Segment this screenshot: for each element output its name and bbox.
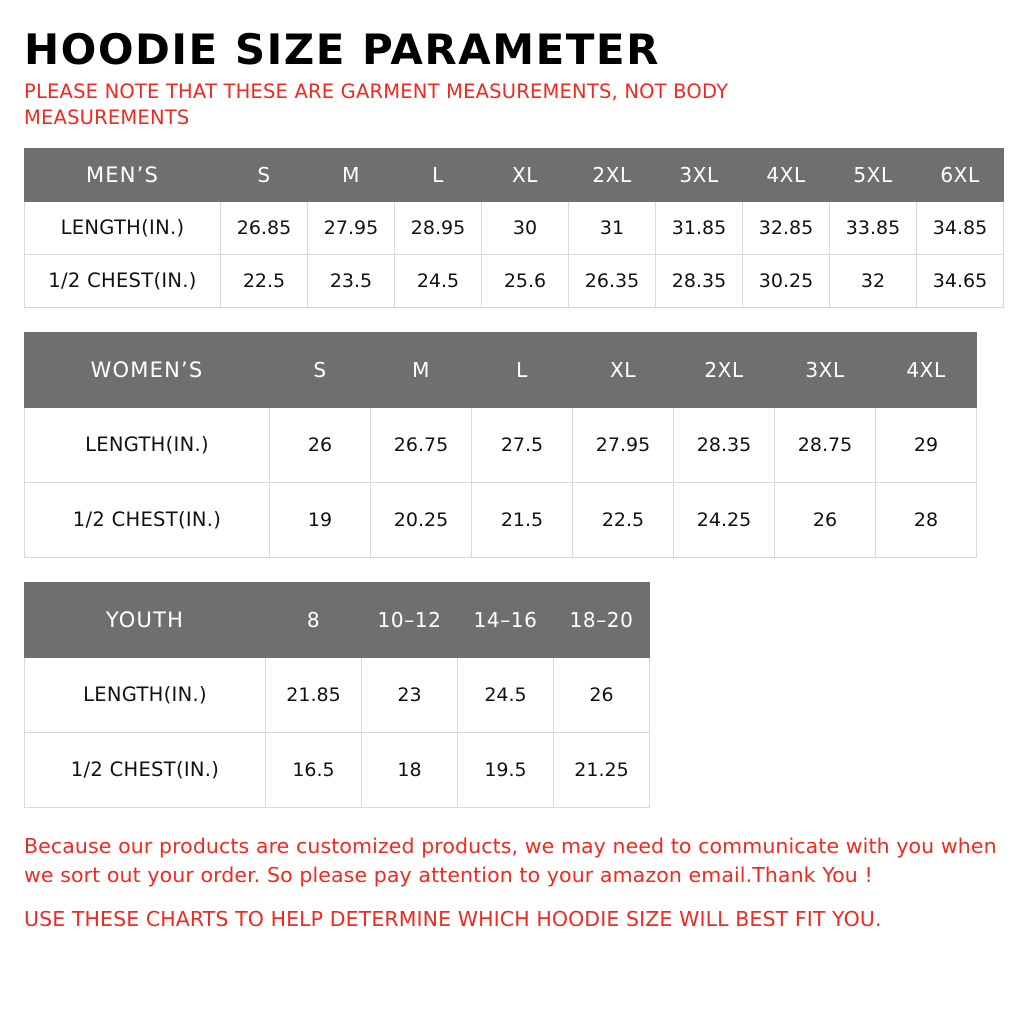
table-row bbox=[25, 732, 650, 807]
table-row bbox=[25, 254, 1004, 307]
measurement-cell: 28 bbox=[876, 482, 977, 557]
size-header: 6XL bbox=[917, 148, 1004, 201]
size-header: 14–16 bbox=[458, 582, 554, 657]
row-label: LENGTH(IN.) bbox=[25, 657, 266, 732]
measurement-cell: 22.5 bbox=[573, 482, 674, 557]
size-header: XL bbox=[482, 148, 569, 201]
category-label: YOUTH bbox=[25, 582, 266, 657]
measurement-cell: 30.25 bbox=[743, 254, 830, 307]
category-label: WOMEN’S bbox=[25, 332, 270, 407]
measurement-cell: 21.5 bbox=[472, 482, 573, 557]
measurement-cell: 28.75 bbox=[775, 407, 876, 482]
row-label: LENGTH(IN.) bbox=[25, 201, 221, 254]
measurement-cell: 24.25 bbox=[674, 482, 775, 557]
measurement-cell: 19 bbox=[270, 482, 371, 557]
measurement-cell: 23.5 bbox=[308, 254, 395, 307]
size-header: L bbox=[472, 332, 573, 407]
measurement-cell: 32 bbox=[830, 254, 917, 307]
row-label: 1/2 CHEST(IN.) bbox=[25, 482, 270, 557]
measurement-cell: 26 bbox=[270, 407, 371, 482]
measurement-cell: 27.95 bbox=[573, 407, 674, 482]
measurement-cell: 16.5 bbox=[266, 732, 362, 807]
page-title: HOODIE SIZE PARAMETER bbox=[24, 25, 660, 74]
measurement-cell: 22.5 bbox=[221, 254, 308, 307]
size-header: S bbox=[221, 148, 308, 201]
measurement-cell: 25.6 bbox=[482, 254, 569, 307]
measurement-cell: 31 bbox=[569, 201, 656, 254]
size-header: S bbox=[270, 332, 371, 407]
table-row bbox=[25, 407, 977, 482]
measurement-cell: 23 bbox=[362, 657, 458, 732]
measurement-cell: 21.25 bbox=[554, 732, 650, 807]
measurement-cell: 28.35 bbox=[674, 407, 775, 482]
measurement-cell: 28.95 bbox=[395, 201, 482, 254]
measurement-cell: 19.5 bbox=[458, 732, 554, 807]
size-header: 5XL bbox=[830, 148, 917, 201]
womens-size-table bbox=[24, 332, 977, 558]
measurement-cell: 33.85 bbox=[830, 201, 917, 254]
table-row bbox=[25, 482, 977, 557]
size-header: 4XL bbox=[876, 332, 977, 407]
size-header: 10–12 bbox=[362, 582, 458, 657]
size-header: 2XL bbox=[569, 148, 656, 201]
measurement-cell: 26 bbox=[554, 657, 650, 732]
size-header: M bbox=[371, 332, 472, 407]
size-header: 3XL bbox=[656, 148, 743, 201]
size-header: XL bbox=[573, 332, 674, 407]
size-header: M bbox=[308, 148, 395, 201]
mens-size-table bbox=[24, 148, 1004, 308]
measurement-cell: 26.85 bbox=[221, 201, 308, 254]
table-row bbox=[25, 201, 1004, 254]
measurement-cell: 27.5 bbox=[472, 407, 573, 482]
table-header-row bbox=[25, 332, 977, 407]
measurement-cell: 24.5 bbox=[395, 254, 482, 307]
measurement-cell: 26.35 bbox=[569, 254, 656, 307]
table-header-row bbox=[25, 148, 1004, 201]
row-label: LENGTH(IN.) bbox=[25, 407, 270, 482]
measurement-cell: 30 bbox=[482, 201, 569, 254]
measurement-cell: 20.25 bbox=[371, 482, 472, 557]
size-header: 8 bbox=[266, 582, 362, 657]
measurement-cell: 32.85 bbox=[743, 201, 830, 254]
table-row bbox=[25, 657, 650, 732]
footer-note-customization: Because our products are customized products, we may need to communicate with you when we sort out your order. So please pay attention to your amazon email.Thank You ! bbox=[24, 833, 997, 888]
category-label: MEN’S bbox=[25, 148, 221, 201]
measurement-cell: 21.85 bbox=[266, 657, 362, 732]
measurement-cell: 27.95 bbox=[308, 201, 395, 254]
measurement-cell: 29 bbox=[876, 407, 977, 482]
measurement-cell: 26.75 bbox=[371, 407, 472, 482]
measurement-cell: 28.35 bbox=[656, 254, 743, 307]
measurement-cell: 34.85 bbox=[917, 201, 1004, 254]
footer-note-usage: USE THESE CHARTS TO HELP DETERMINE WHICH HOODIE SIZE WILL BEST FIT YOU. bbox=[24, 907, 882, 932]
measurement-cell: 34.65 bbox=[917, 254, 1004, 307]
measurement-cell: 31.85 bbox=[656, 201, 743, 254]
table-header-row bbox=[25, 582, 650, 657]
row-label: 1/2 CHEST(IN.) bbox=[25, 254, 221, 307]
measurement-note: PLEASE NOTE THAT THESE ARE GARMENT MEASUREMENTS, NOT BODY MEASUREMENTS bbox=[24, 80, 729, 130]
footer-notes bbox=[24, 832, 1002, 935]
measurement-cell: 18 bbox=[362, 732, 458, 807]
size-header: 2XL bbox=[674, 332, 775, 407]
size-header: 18–20 bbox=[554, 582, 650, 657]
size-header: L bbox=[395, 148, 482, 201]
measurement-cell: 26 bbox=[775, 482, 876, 557]
row-label: 1/2 CHEST(IN.) bbox=[25, 732, 266, 807]
size-header: 4XL bbox=[743, 148, 830, 201]
youth-size-table bbox=[24, 582, 650, 808]
size-header: 3XL bbox=[775, 332, 876, 407]
measurement-cell: 24.5 bbox=[458, 657, 554, 732]
